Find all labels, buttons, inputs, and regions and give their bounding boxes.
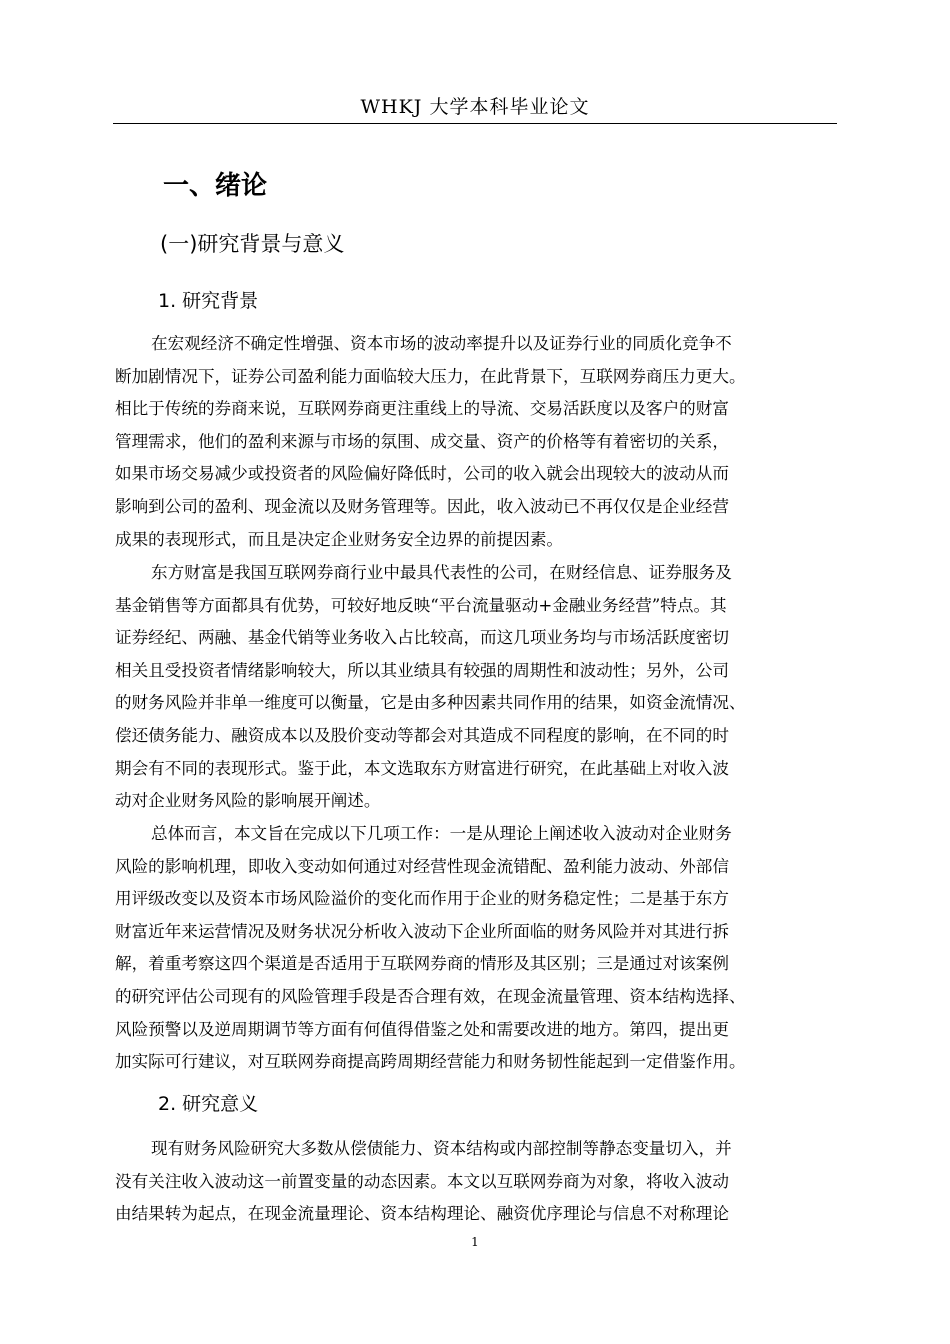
paragraph-line: 的财务风险并非单一维度可以衡量，它是由多种因素共同作用的结果，如资金流情况、 (115, 693, 746, 713)
paragraph-line: 总体而言，本文旨在完成以下几项工作：一是从理论上阐述收入波动对企业财务 (151, 824, 732, 843)
paragraph-line: 风险的影响机理，即收入变动如何通过对经营性现金流错配、盈利能力波动、外部信 (115, 856, 729, 876)
paragraph-line: 在宏观经济不确定性增强、资本市场的波动率提升以及证券行业的同质化竞争不 (151, 334, 732, 353)
paragraph-line: 期会有不同的表现形式。鉴于此，本文选取东方财富进行研究，在此基础上对收入波 (115, 758, 729, 778)
paragraph-line: 相比于传统的券商来说，互联网券商更注重线上的导流、交易活跃度以及客户的财富 (115, 399, 729, 419)
paragraph-line: 动对企业财务风险的影响展开阐述。 (115, 791, 381, 811)
paragraph-line: 断加剧情况下，证券公司盈利能力面临较大压力，在此背景下，互联网券商压力更大。 (115, 366, 746, 386)
paragraph-line: 财富近年来运营情况及财务状况分析收入波动下企业所面临的财务风险并对其进行拆 (115, 921, 729, 941)
paragraph-line: 偿还债务能力、融资成本以及股价变动等都会对其造成不同程度的影响，在不同的时 (115, 725, 729, 745)
page-number: 1 (471, 1235, 479, 1249)
paragraph-line: 证券经纪、两融、基金代销等业务收入占比较高，而这几项业务均与市场活跃度密切 (115, 628, 729, 648)
paragraph-line: 加实际可行建议，对互联网券商提高跨周期经营能力和财务韧性能起到一定借鉴作用。 (115, 1052, 746, 1072)
paragraph-line: 风险预警以及逆周期调节等方面有何值得借鉴之处和需要改进的地方。第四，提出更 (115, 1019, 729, 1039)
section-title: (一)研究背景与意义 (160, 232, 345, 256)
paragraph-line: 影响到公司的盈利、现金流以及财务管理等。因此，收入波动已不再仅仅是企业经营 (115, 496, 729, 516)
paragraph-line: 基金销售等方面都具有优势，可较好地反映“平台流量驱动+金融业务经营”特点。其 (115, 595, 727, 615)
paragraph-line: 管理需求，他们的盈利来源与市场的氛围、成交量、资产的价格等有着密切的关系， (115, 431, 729, 451)
subsection-title-background: 1. 研究背景 (158, 290, 259, 312)
paragraph-line: 如果市场交易减少或投资者的风险偏好降低时，公司的收入就会出现较大的波动从而 (115, 464, 729, 484)
body-paragraph (115, 328, 746, 556)
body-paragraph (115, 818, 746, 1079)
paragraph-line: 成果的表现形式，而且是决定企业财务安全边界的前提因素。 (115, 529, 564, 549)
body-paragraph (115, 1133, 732, 1231)
paragraph-line: 用评级改变以及资本市场风险溢价的变化而作用于企业的财务稳定性；二是基于东方 (115, 889, 729, 909)
paragraph-line: 现有财务风险研究大多数从偿债能力、资本结构或内部控制等静态变量切入，并 (151, 1139, 732, 1158)
paragraph-line: 由结果转为起点，在现金流量理论、资本结构理论、融资优序理论与信息不对称理论 (115, 1204, 729, 1224)
body-paragraph (115, 557, 746, 818)
paragraph-line: 解，着重考察这四个渠道是否适用于互联网券商的情形及其区别；三是通过对该案例 (115, 954, 729, 974)
paragraph-line: 东方财富是我国互联网券商行业中最具代表性的公司，在财经信息、证券服务及 (151, 563, 732, 582)
paragraph-line: 没有关注收入波动这一前置变量的动态因素。本文以互联网券商为对象，将收入波动 (115, 1171, 729, 1191)
header-divider (113, 123, 837, 124)
chapter-title: 一、绪论 (163, 171, 268, 201)
subsection-title-significance: 2. 研究意义 (158, 1093, 259, 1115)
paragraph-line: 的研究评估公司现有的风险管理手段是否合理有效，在现金流量管理、资本结构选择、 (115, 986, 746, 1006)
page-header-title: WHKJ 大学本科毕业论文 (360, 96, 590, 118)
paragraph-line: 相关且受投资者情绪影响较大，所以其业绩具有较强的周期性和波动性；另外，公司 (115, 660, 729, 680)
